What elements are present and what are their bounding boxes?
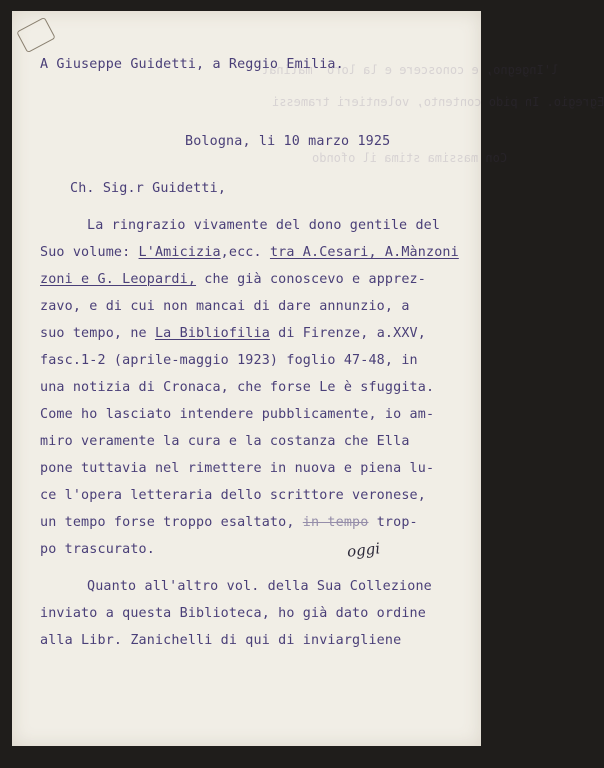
body-text: trop-	[368, 515, 418, 530]
body-line: alla Libr. Zanichelli di qui di inviargliene	[40, 633, 402, 648]
date-line: Bologna, li 10 marzo 1925	[185, 134, 391, 149]
bleed-through-text: l'Ingegno, e conoscere e la loro malinal	[262, 63, 559, 77]
struck-text: in tempo	[302, 515, 369, 530]
body-text: ,ecc.	[220, 245, 270, 260]
body-line: po trascurato.	[40, 542, 155, 557]
body-line: Quanto all'altro vol. della Sua Collezione	[87, 579, 432, 594]
body-text: un tempo forse troppo esaltato,	[40, 515, 303, 530]
body-line	[40, 272, 426, 287]
body-line: fasc.1-2 (aprile-maggio 1923) foglio 47-48, in	[40, 353, 418, 368]
address-line: A Giuseppe Guidetti, a Reggio Emilia.	[40, 57, 344, 72]
body-line: pone tuttavia nel rimettere in nuova e piena lu-	[40, 461, 435, 476]
body-line: miro veramente la cura e la costanza che Ella	[40, 434, 410, 449]
body-text: Suo volume:	[40, 245, 139, 260]
body-line: zavo, e di cui non mancai di dare annunzio, a	[40, 299, 410, 314]
body-line: La ringrazio vivamente del dono gentile del	[87, 218, 441, 233]
archive-stamp	[16, 17, 56, 53]
bleed-through-text: Con massima stima il ofondo	[312, 151, 508, 165]
body-line: Come ho lasciato intendere pubblicamente, io am-	[40, 407, 435, 422]
handwritten-correction: oggi	[346, 539, 381, 561]
book-authors: tra A.Cesari, A.Mànzoni	[269, 245, 459, 260]
body-line	[40, 245, 459, 260]
body-text: che già conoscevo e apprez-	[196, 272, 426, 287]
body-line	[40, 326, 426, 341]
body-text: suo tempo, ne	[40, 326, 155, 341]
letter-page	[12, 11, 604, 746]
book-title: L'Amicizia	[138, 245, 221, 260]
journal-title: La Bibliofilia	[154, 326, 270, 341]
body-line: inviato a questa Biblioteca, ho già dato ordine	[40, 606, 426, 621]
bleed-through-text: Egregio. In pido contento, volentieri tramessi	[272, 95, 604, 109]
body-text: di Firenze, a.XXV,	[269, 326, 426, 341]
body-line: una notizia di Cronaca, che forse Le è sfuggita.	[40, 380, 435, 395]
body-line: ce l'opera letteraria dello scrittore veronese,	[40, 488, 426, 503]
body-line	[40, 515, 418, 530]
book-authors: zoni e G. Leopardi,	[40, 272, 197, 287]
salutation: Ch. Sig.r Guidetti,	[70, 181, 227, 196]
